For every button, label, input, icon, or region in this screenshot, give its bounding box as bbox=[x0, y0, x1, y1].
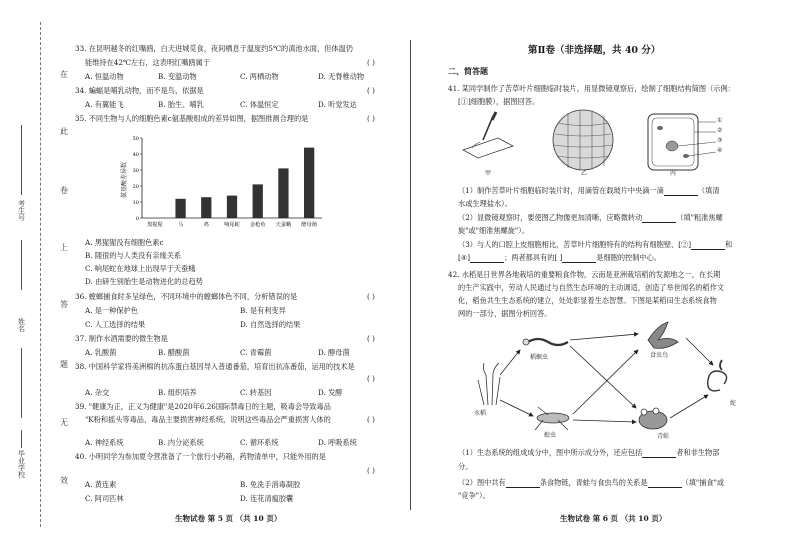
chart-y-tick: 10 bbox=[132, 200, 139, 206]
q40-option-a[interactable]: A. 黄连素 bbox=[85, 480, 117, 489]
binding-char: 上 bbox=[60, 243, 68, 252]
q41-sub3-blank-3[interactable] bbox=[562, 255, 596, 263]
q41-sub3 bbox=[458, 240, 732, 250]
name-label: 姓名 bbox=[17, 318, 26, 332]
q42-sub2-text-mid: 条食物链，青蛙与食虫鸟的关系是 bbox=[539, 478, 648, 487]
food-web-label-borer: 稻螟虫 bbox=[530, 354, 549, 361]
q36-option-b[interactable]: B. 是有利变异 bbox=[240, 306, 286, 315]
chart-y-tick: 0 bbox=[135, 216, 139, 222]
locust-icon bbox=[535, 407, 569, 430]
binding-char: 卷 bbox=[60, 186, 68, 195]
q39-answer-blank[interactable]: ( ) bbox=[367, 415, 375, 424]
figure-label-a: 甲 bbox=[485, 170, 492, 177]
binding-char: 答 bbox=[60, 300, 68, 309]
chart-y-tick: 40 bbox=[132, 152, 139, 158]
q34-option-d[interactable]: D. 听觉发达 bbox=[318, 100, 357, 109]
q38-answer-blank[interactable]: ( ) bbox=[367, 374, 375, 383]
chart-x-tick-label: 黑猩猩 bbox=[147, 222, 163, 228]
chart-bar bbox=[253, 184, 263, 218]
q40-option-b[interactable]: B. 免洗手消毒凝胶 bbox=[240, 480, 301, 489]
chart-y-tick: 50 bbox=[132, 136, 139, 142]
q37-option-a[interactable]: A. 乳酸菌 bbox=[85, 348, 117, 357]
q41-sub3-marker: [④] bbox=[458, 253, 471, 262]
q39-stem-cont: "K粉和摇头等毒品，毒品主要损害神经系统，说明这些毒品会严重损害人体的 bbox=[85, 415, 331, 424]
q33-stem: 33. 在昆明越冬的红嘴鸥，白天进城觅食，夜间栖息于温度约5℃的滇池水面，但体温仍 bbox=[75, 44, 353, 53]
q34-option-c[interactable]: C. 体温恒定 bbox=[240, 100, 279, 109]
q38-option-a[interactable]: A. 杂交 bbox=[85, 388, 110, 397]
food-web-label-frog: 青蛙 bbox=[657, 433, 670, 440]
binding-char: 效 bbox=[60, 476, 68, 485]
q42-stem: 42. 水稻是日世界各地栽培的重要粮食作物，云南是亚洲栽培稻的发源地之一，在长期 bbox=[448, 270, 721, 279]
right-page-footer: 生物试卷 第 6 页 （共 10 页） bbox=[560, 514, 667, 523]
q40-answer-blank[interactable]: ( ) bbox=[367, 466, 375, 475]
chart-bar bbox=[304, 148, 314, 218]
binding-char: 无 bbox=[60, 418, 68, 427]
q33-option-c[interactable]: C. 两栖动物 bbox=[240, 72, 279, 81]
q38-option-b[interactable]: B. 组织培养 bbox=[158, 388, 197, 397]
q41-sub2-text: （2）显微镜观察时，要使图乙物像更加清晰，应略微转动 bbox=[458, 213, 643, 222]
q33-answer-blank[interactable]: ( ) bbox=[367, 58, 375, 67]
cell-label-2: ② bbox=[717, 127, 723, 134]
q36-option-a[interactable]: A. 是一种保护色 bbox=[85, 306, 138, 315]
q41-stem-cont: [①]细胞膜），据图回答。 bbox=[458, 97, 540, 106]
rice-plant-icon bbox=[478, 363, 500, 405]
q42-sub1-blank[interactable] bbox=[642, 450, 676, 458]
q41-sub2-blank[interactable] bbox=[642, 215, 676, 223]
left-page-footer: 生物试卷 第 5 页 （共 10 页） bbox=[175, 514, 282, 523]
q37-option-c[interactable]: C. 青霉菌 bbox=[240, 348, 272, 357]
q41-sub2-text-end: （填"粗准焦螺 bbox=[676, 213, 723, 222]
q35-option-a[interactable]: A. 黑猩猩没有细胞色素c bbox=[85, 238, 164, 247]
figure-label-b: 乙 bbox=[581, 170, 588, 177]
name-line-top bbox=[21, 240, 22, 290]
chart-x-tick-label: 天蚕蛾 bbox=[275, 222, 292, 228]
q42-sub1 bbox=[458, 448, 719, 458]
q42-sub1-text: （1）生态系统的组成成分中，图中所示成分外，还应包括 bbox=[458, 448, 643, 457]
q42-sub1-cont: 分。 bbox=[458, 462, 473, 471]
exam-id-label: 考生号 bbox=[17, 200, 26, 221]
cell-label-3: ③ bbox=[717, 137, 723, 144]
q42-sub2 bbox=[458, 478, 724, 488]
q41-sub3-text-mid: ；两者都具有的[ ] bbox=[504, 253, 563, 262]
q34-answer-blank[interactable]: ( ) bbox=[367, 86, 375, 95]
food-web-diagram bbox=[458, 320, 758, 440]
binding-char: 题 bbox=[60, 360, 68, 369]
q41-sub2 bbox=[458, 213, 723, 223]
q41-sub3-text: （3）与人的口腔上皮细胞相比，苦草叶片细胞特有的结构有细胞壁、[②] bbox=[458, 240, 691, 249]
q37-option-d[interactable]: D. 酵母菌 bbox=[318, 348, 350, 357]
exam-id-line bbox=[21, 125, 22, 195]
q34-option-b[interactable]: B. 胎生、哺乳 bbox=[158, 100, 204, 109]
q38-stem: 38. 中国科学家将美洲棉的抗冻蛋白基因导入普通番茄，培育出抗冻番茄，运用的技术是 bbox=[75, 362, 355, 371]
binding-char: 此 bbox=[60, 127, 68, 136]
micrograph-figure bbox=[553, 110, 613, 170]
q42-sub2-text: （2）图中共有 bbox=[458, 478, 506, 487]
q42-sub2-text-end: （填"捕食"或 bbox=[681, 478, 725, 487]
q35-option-c[interactable]: C. 响尾蛇在地球上出现早于天蚕蛾 bbox=[85, 264, 196, 273]
binding-line bbox=[40, 22, 41, 527]
q42-sub2-blank-1[interactable] bbox=[506, 480, 540, 488]
insectivorous-bird-icon bbox=[648, 322, 678, 348]
q39-option-d[interactable]: D. 呼吸系统 bbox=[318, 438, 357, 447]
q41-sub3-blank-1[interactable] bbox=[691, 242, 725, 250]
q35-stem: 35. 不同生物与人的细胞色素c氨基酸组成的差异如图，据图推测合理的是 bbox=[75, 114, 309, 123]
q39-option-c[interactable]: C. 循环系统 bbox=[240, 438, 279, 447]
q41-sub3-cont bbox=[458, 253, 661, 263]
q34-stem: 34. 蝙蝠是哺乳动物，而不是鸟，依据是 bbox=[75, 86, 204, 95]
q34-option-a[interactable]: A. 有翼能飞 bbox=[85, 100, 124, 109]
q39-stem: 39. "健康为正，正义为健康"是2020年6.26国际禁毒日的主题，吸毒会导致毒品 bbox=[75, 402, 331, 411]
school-label: 毕业学校 bbox=[17, 450, 26, 478]
q40-option-c[interactable]: C. 阿司匹林 bbox=[85, 494, 124, 503]
snake-icon bbox=[708, 360, 727, 391]
section-subtitle: 二、简答题 bbox=[448, 66, 488, 76]
q35-option-d[interactable]: D. 由研生别胎生是动物进化的总趋势 bbox=[85, 277, 203, 286]
cell-label-1: ① bbox=[717, 117, 723, 124]
q35-answer-blank[interactable]: ( ) bbox=[367, 114, 375, 123]
chart-y-tick: 30 bbox=[132, 168, 139, 174]
q36-stem: 36. 螳螂捕食时多呈绿色，不同环境中的螳螂体色不同，分析错误的是 bbox=[75, 292, 298, 301]
food-web-label-bird: 食虫鸟 bbox=[650, 352, 669, 359]
q41-sub1-blank[interactable] bbox=[664, 188, 698, 196]
q35-option-b[interactable]: B. 随很的与人类没有亲缘关系 bbox=[85, 251, 182, 260]
q37-option-b[interactable]: B. 醋酸菌 bbox=[158, 348, 190, 357]
amino-acid-difference-chart bbox=[118, 130, 328, 230]
school-line bbox=[21, 430, 22, 448]
chart-x-tick-label: 酵母菌 bbox=[301, 222, 317, 228]
chart-bar bbox=[278, 168, 288, 218]
q39-option-a[interactable]: A. 神经系统 bbox=[85, 438, 124, 447]
q38-option-c[interactable]: C. 转基因 bbox=[240, 388, 272, 397]
chart-x-tick-label: 响尾蛇 bbox=[224, 222, 240, 228]
chart-x-tick-label: 金枪鱼 bbox=[249, 222, 266, 228]
food-web-label-snake: 蛇 bbox=[730, 400, 737, 407]
q41-sub3-and: 和 bbox=[725, 240, 733, 249]
q42-stem-3: 化，稻鱼共生生态系统的建立，处处彰显着生态智慧。下图是某稻田生态系统食物 bbox=[458, 296, 717, 305]
q37-stem: 37. 制作水酒需要的微生物是 bbox=[75, 334, 168, 343]
q33-stem-cont: 能维持在42℃左右，这表明红嘴鸥属于 bbox=[85, 58, 211, 67]
cell-diagram-figure bbox=[648, 114, 716, 170]
q41-sub3-text-end: 是细胞的控制中心。 bbox=[596, 253, 661, 262]
q41-sub1-text-end: （填清 bbox=[697, 186, 720, 195]
q41-sub1-text: （1）制作苦草叶片细胞临时装片时，用滴管在载玻片中央滴一滴 bbox=[458, 186, 664, 195]
borer-insect-icon bbox=[523, 339, 568, 345]
chart-x-tick-label: 鸡 bbox=[203, 222, 209, 228]
q36-option-c[interactable]: C. 人工选择的结果 bbox=[85, 320, 146, 329]
chart-bar bbox=[227, 196, 237, 218]
chart-x-tick-label: 马 bbox=[177, 222, 184, 228]
q42-stem-4: 网的一部分，据图分析回答。 bbox=[458, 309, 552, 318]
chart-bar bbox=[201, 197, 211, 218]
q40-option-d[interactable]: D. 连花清瘟胶囊 bbox=[240, 494, 294, 503]
q33-option-a[interactable]: A. 恒温动物 bbox=[85, 72, 124, 81]
figure-label-c: 丙 bbox=[670, 170, 677, 177]
q33-option-b[interactable]: B. 变温动物 bbox=[158, 72, 197, 81]
q41-sub1-cont: 水或生理盐水）。 bbox=[458, 199, 512, 208]
food-web-label-rice: 水稻 bbox=[474, 410, 487, 417]
q42-sub2-blank-2[interactable] bbox=[648, 480, 682, 488]
slide-dropper-figure bbox=[463, 112, 513, 158]
chart-y-label: 氨基酸差异数 bbox=[121, 161, 128, 198]
page-divider bbox=[410, 40, 411, 510]
q39-option-b[interactable]: B. 内分泌系统 bbox=[158, 438, 204, 447]
cell-label-4: ④ bbox=[717, 147, 723, 154]
food-web-label-locust: 蝗虫 bbox=[544, 432, 557, 439]
q38-option-d[interactable]: D. 发酵 bbox=[318, 388, 343, 397]
q41-sub2-cont: 旋"或"细准焦螺旋"）。 bbox=[458, 226, 530, 235]
name-line bbox=[21, 348, 22, 418]
q36-option-d[interactable]: D. 自然选择的结果 bbox=[240, 320, 301, 329]
q41-sub3-blank-2[interactable] bbox=[470, 255, 504, 263]
q42-sub2-cont: "竞争"）。 bbox=[458, 491, 490, 500]
q40-stem: 40. 小明同学为参加夏令营准备了一个旅行小药箱，药物清单中，只能外用的是 bbox=[75, 452, 326, 461]
chart-y-tick: 20 bbox=[132, 184, 139, 190]
section-title: 第Ⅱ卷（非选择题，共 40 分） bbox=[528, 45, 661, 56]
q41-stem: 41. 某同学制作了苦草叶片细胞临时装片，用显微镜观察后，绘制了细胞结构简图（示例： bbox=[448, 84, 735, 93]
q42-stem-2: 的生产实践中，劳动人民通过与自然生态环境的主动调适，创造了举世闻名的稻作文 bbox=[458, 283, 724, 292]
q33-option-d[interactable]: D. 无脊椎动物 bbox=[318, 72, 365, 81]
cell-figures bbox=[458, 108, 758, 178]
binding-char: 在 bbox=[60, 70, 68, 79]
q42-sub1-text-end: 者和非生物部 bbox=[676, 448, 720, 457]
q37-answer-blank[interactable]: ( ) bbox=[367, 334, 375, 343]
q36-answer-blank[interactable]: ( ) bbox=[367, 292, 375, 301]
chart-bar bbox=[175, 199, 185, 218]
q41-sub1 bbox=[458, 186, 719, 196]
frog-icon bbox=[639, 408, 667, 429]
